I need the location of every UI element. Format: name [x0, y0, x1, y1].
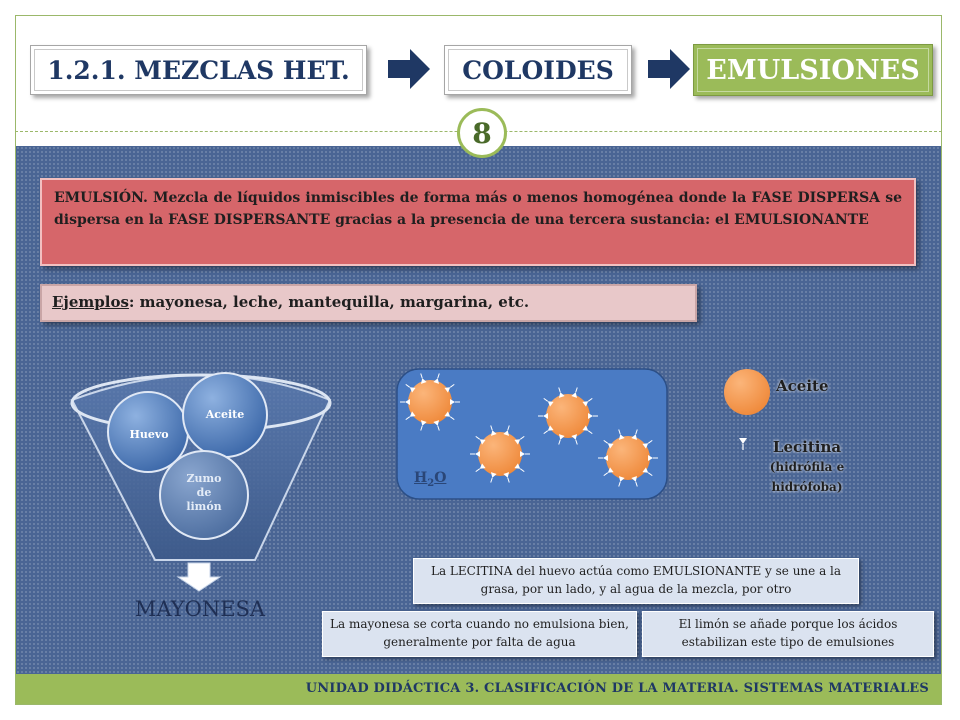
funnel-label-aceite: Aceite [205, 408, 245, 421]
water-label-h: H [414, 470, 428, 486]
step-emulsiones-label: EMULSIONES [706, 54, 920, 86]
lemon-note: El limón se añade porque los ácidos estabilizan este tipo de emulsiones [642, 611, 934, 657]
water-label-o: O [434, 470, 447, 486]
lecithin-note: La LECITINA del huevo actúa como EMULSIONANTE y se une a la grasa, por un lado, y al agua de la mezcla, por otro [413, 558, 859, 604]
examples-box [40, 284, 697, 322]
examples-text: : mayonesa, leche, mantequilla, margarina, etc. [128, 293, 530, 311]
definition-term: EMULSIÓN. [54, 190, 148, 206]
funnel-label-zumo-line1: Zumo [186, 472, 222, 485]
curdle-note: La mayonesa se corta cuando no emulsiona bien, generalmente por falta de agua [322, 611, 637, 657]
funnel-label-zumo-line3: limón [186, 500, 222, 513]
lecithin-desc-line2: hidrófoba) [771, 480, 843, 494]
funnel-result-label: MAYONESA [134, 597, 266, 621]
step-mezclas-het [30, 45, 367, 95]
funnel-label-zumo [173, 472, 235, 514]
oil-droplet [408, 380, 452, 424]
oil-droplet [478, 432, 522, 476]
slide-number-badge [457, 108, 507, 158]
step-coloides [444, 45, 632, 95]
arrow-right-icon [646, 46, 692, 92]
funnel-output-arrow-icon [178, 563, 220, 591]
lecithin-desc-line1: (hidrófila e [769, 460, 845, 474]
funnel-label-zumo-line2: de [196, 486, 212, 499]
step-coloides-label: COLOIDES [462, 55, 614, 85]
slide-number: 8 [472, 116, 492, 150]
footer-text: UNIDAD DIDÁCTICA 3. CLASIFICACIÓN DE LA MATERIA. SISTEMAS MATERIALES [305, 681, 929, 696]
water-label [414, 470, 446, 489]
lecithin-name: Lecitina [772, 438, 842, 456]
definition-text: Mezcla de líquidos inmiscibles de forma más o menos homogénea donde la FASE DISPERSA se dispersa en la FASE DISPERSANTE gracias a la presencia de una tercera sustancia: el EMULSIONANTE [54, 190, 902, 228]
oil-legend-label: Aceite [776, 377, 829, 395]
oil-droplet [546, 394, 590, 438]
arrow-right-icon [386, 46, 432, 92]
footer-bar [16, 674, 941, 704]
step-emulsiones [693, 44, 933, 96]
definition-box [40, 178, 916, 266]
funnel-label-huevo: Huevo [129, 428, 169, 441]
lecithin-legend-label [752, 437, 862, 497]
examples-label: Ejemplos [52, 293, 129, 311]
step-mezclas-het-label: 1.2.1. MEZCLAS HET. [47, 55, 350, 85]
oil-legend-icon [722, 367, 772, 417]
water-label-sub: 2 [427, 477, 435, 489]
lecithin-legend-icon [737, 437, 749, 451]
oil-droplet [606, 436, 650, 480]
